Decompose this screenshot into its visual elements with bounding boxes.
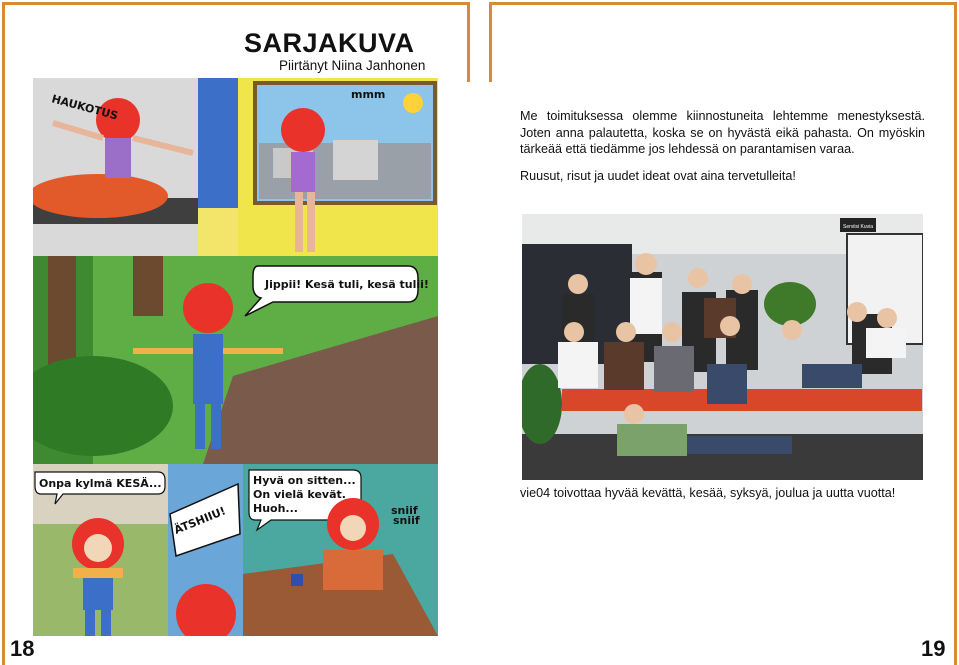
speech-cold: Onpa kylmä KESÄ... (39, 477, 162, 490)
page-title: SARJAKUVA (244, 28, 415, 58)
sniff-sound-2: sniif (393, 514, 420, 527)
speech-spring-line-3: Huoh... (253, 502, 298, 515)
photo-caption: vie04 toivottaa hyvää kevättä, kesää, syksyä, joulua ja uutta vuotta! (520, 486, 896, 500)
comic-panel-sneeze (168, 464, 243, 636)
ambient-sound: mmm (351, 88, 386, 101)
speech-spring-line-1: Hyvä on sitten... (253, 474, 356, 487)
page-number-left: 18 (10, 636, 35, 661)
sniff-sound-1: sniif (391, 504, 418, 517)
comic-panel-morning (33, 78, 438, 256)
speech-spring-line-2: On vielä kevät. (253, 488, 346, 501)
byline: Piirtänyt Niina Janhonen (279, 58, 426, 73)
article-paragraph-2: Ruusut, risut ja uudet ideat ovat aina tervetulleita! (520, 168, 796, 183)
right-page-frame-edge (489, 2, 497, 82)
comic-panel-tea (243, 464, 438, 636)
yawn-sound-effect: HAUKOTUS (50, 92, 120, 123)
left-page-frame-edge (462, 2, 470, 82)
article-body (520, 108, 925, 194)
speech-summer: Jippii! Kesä tuli, kesä tulii! (265, 278, 429, 291)
comic-panel-summer (33, 256, 438, 464)
comic-panel-cold (33, 464, 168, 636)
sneeze-sound-effect: ÄTSHIIU! (172, 504, 228, 537)
page-number-right: 19 (921, 636, 946, 661)
article-paragraph-1: Me toimituksessa olemme kiinnostuneita lehtemme menestyksestä. Joten anna palautetta, koska se on hyvästä eikä pahasta. On myöskin tärkeää että tiedämme jos lehdessä on parantamisen varaa. (520, 109, 925, 156)
photo-wall-sign: Serviisi Kuvia (843, 224, 874, 230)
group-photo (522, 214, 923, 480)
